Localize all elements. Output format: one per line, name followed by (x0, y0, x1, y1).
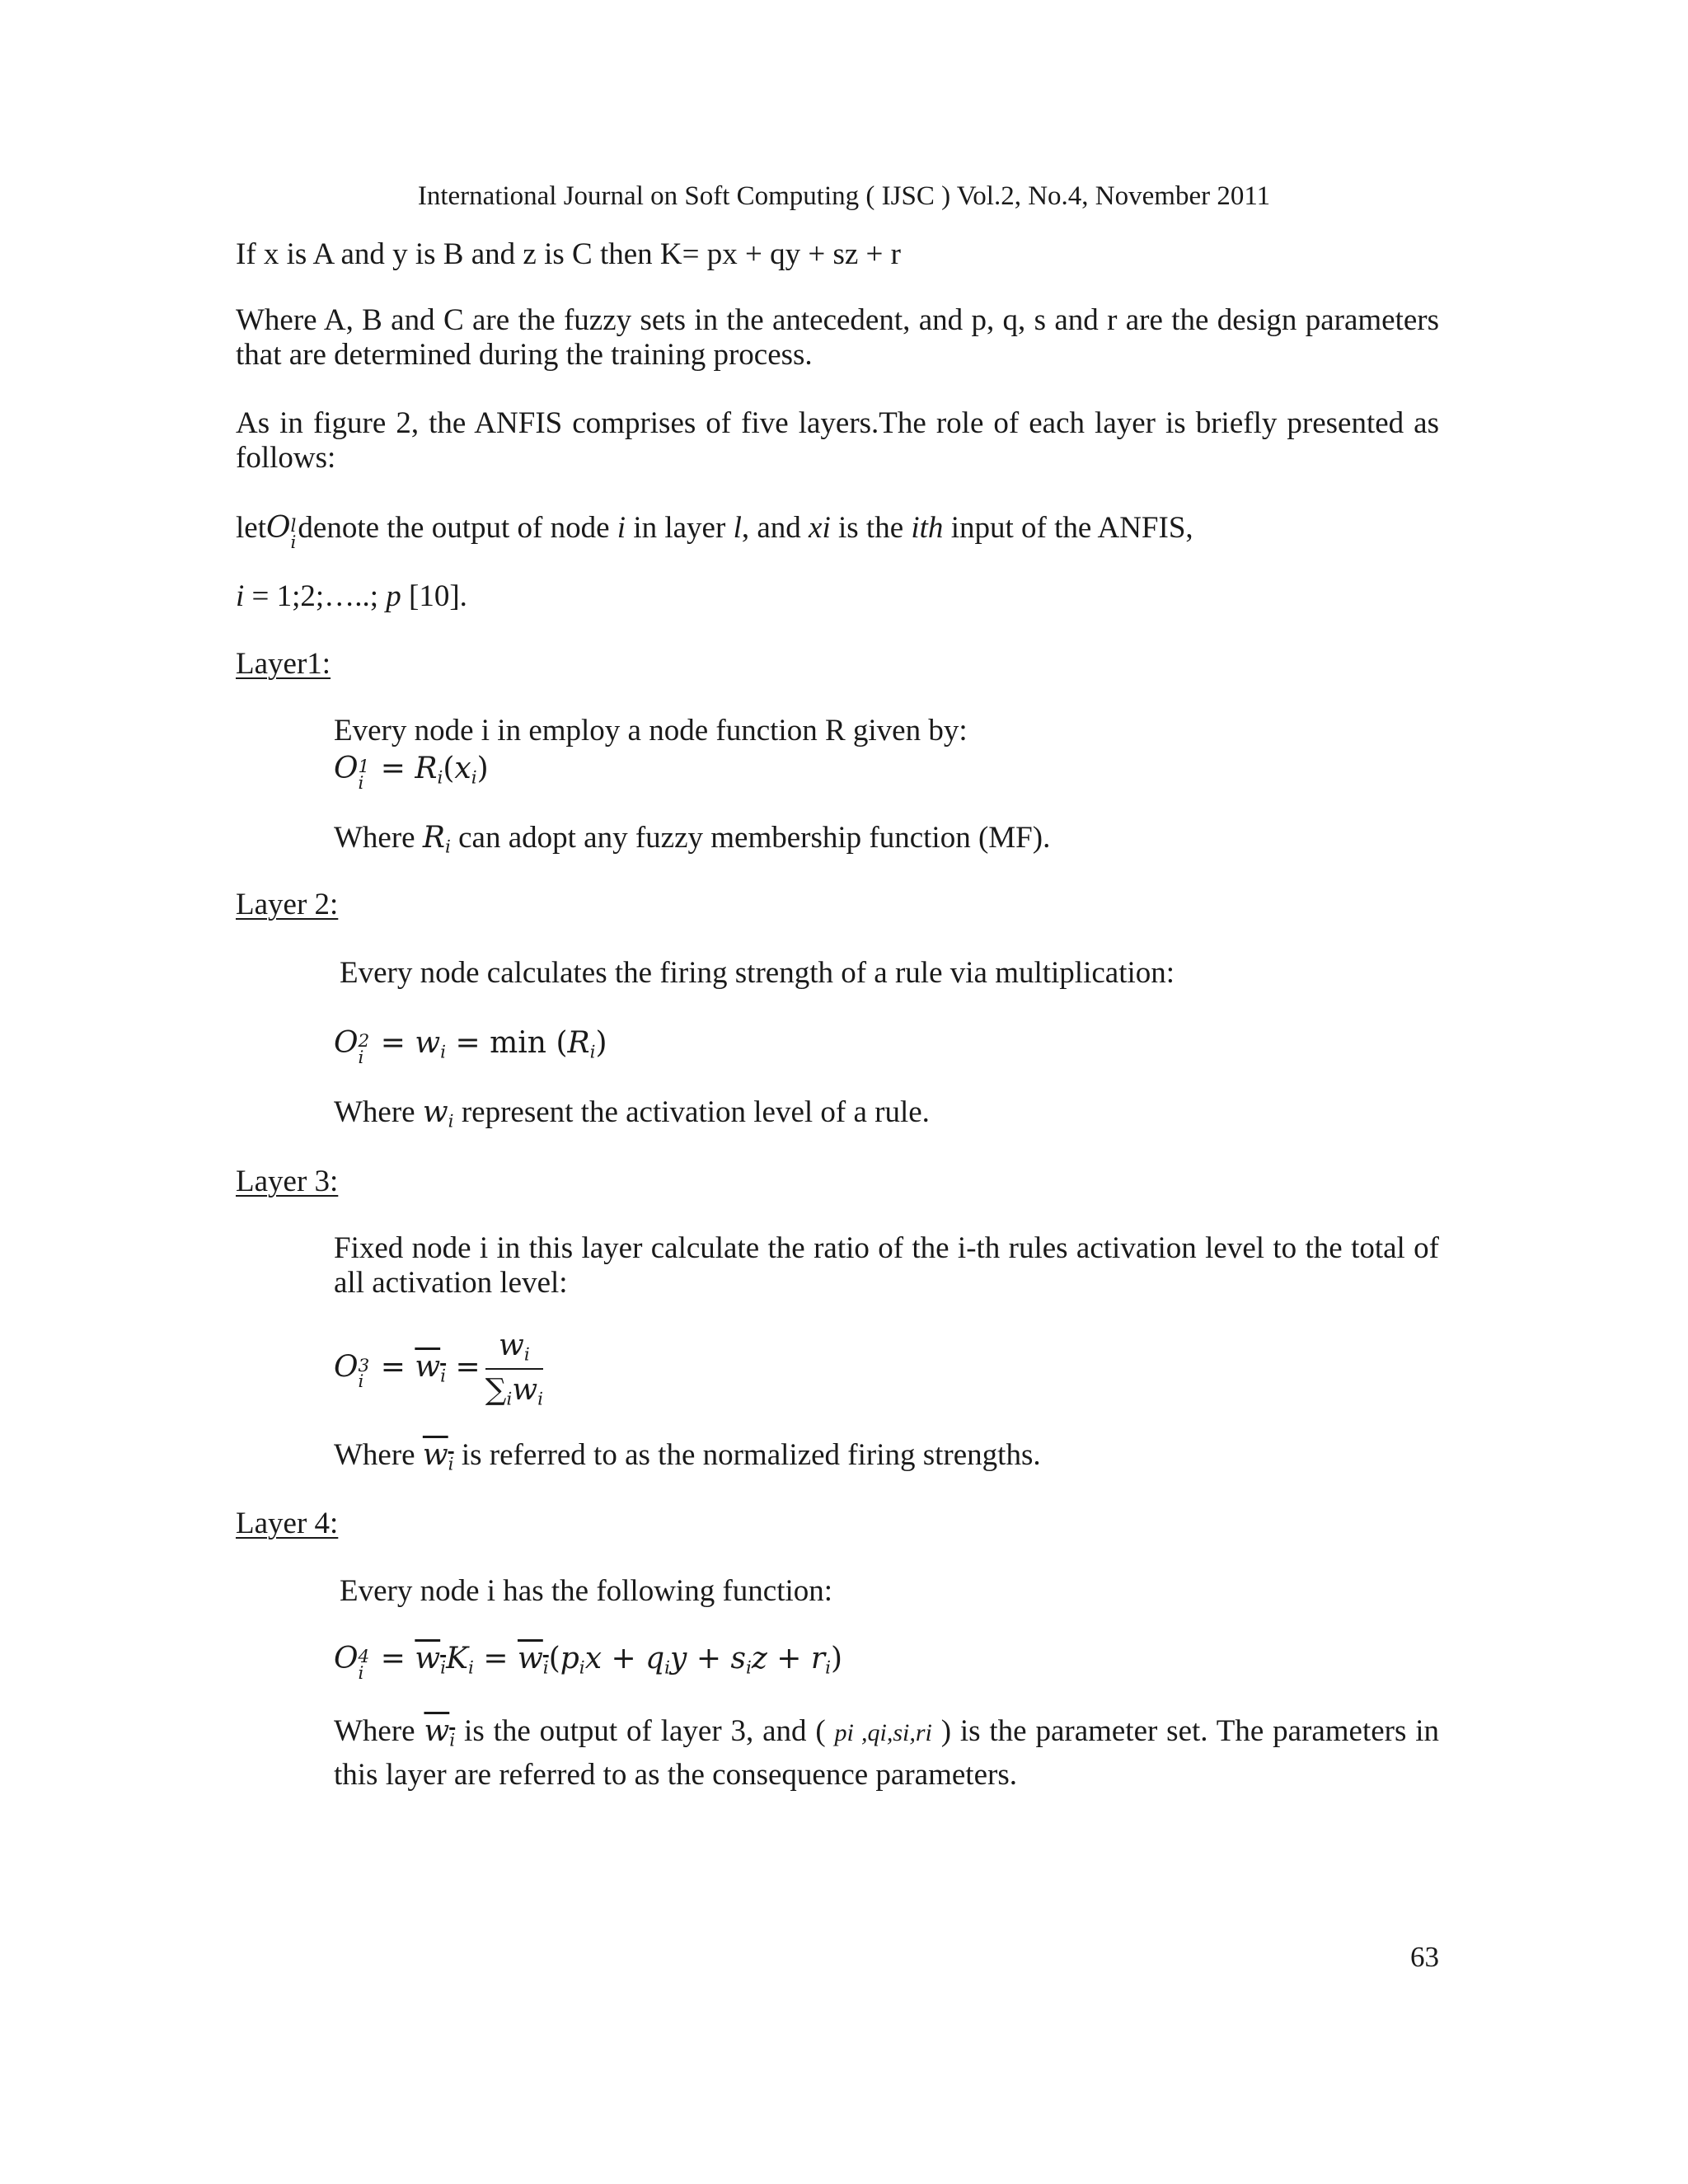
layer2-equation: O 2 i = $w_i = \min (R_i)$ (334, 1026, 607, 1068)
layer2-heading: Layer 2: (236, 888, 339, 921)
layer4-equation: O 4 i = $w_iK_i = w_i(p_ix + q_iy + s_iz + r_i)$ (334, 1642, 843, 1684)
layer1-description: Every node i in employ a node function R given by: (334, 714, 968, 748)
page-number: 63 (1410, 1941, 1439, 1973)
layer4-where: Where $w_i$ is the output of layer 3, and ( pi ,qi,si,ri ) is the parameter set. The parameters in this layer are referred to as the consequence parameters. (334, 1714, 1440, 1793)
paragraph-where-fuzzy-sets: Where A, B and C are the fuzzy sets in the antecedent, and p, q, s and r are the design parameters that are determined during the training process. (236, 303, 1439, 372)
layer1-heading: Layer1: (236, 647, 331, 681)
layer2-description: Every node calculates the firing strength of a rule via multiplication: (340, 956, 1175, 990)
layer1-where: Where $R_i$ can adopt any fuzzy membership function (MF). (334, 821, 1051, 858)
layer4-description: Every node i has the following function: (340, 1574, 833, 1608)
layer3-description: Fixed node i in this layer calculate the ratio of the i-th rules activation level to the total of all activation level: (334, 1231, 1439, 1300)
running-header: International Journal on Soft Computing ( IJSC ) Vol.2, No.4, November 2011 (417, 181, 1271, 211)
layer3-where: Where $w_i$ is referred to as the normalized firing strengths. (334, 1438, 1041, 1475)
layer2-where: Where $w_i$ represent the activation level of a rule. (334, 1095, 930, 1132)
layer3-equation: O 3 i = $w_i$ = $\frac{w_i}{\sum_iw_i}$ (334, 1329, 544, 1410)
let-line: letO l i denote the output of node i in layer l, and xi is the ith input of the ANFIS, (236, 511, 1193, 553)
layer3-heading: Layer 3: (236, 1165, 339, 1198)
layer4-heading: Layer 4: (236, 1507, 339, 1540)
index-range-line: i = 1;2;…..; p [10]. (236, 579, 467, 613)
rule-statement: If x is A and y is B and z is C then K= px + qy + sz + r (236, 237, 901, 271)
layer1-equation: O 1 i = $R_i(x_i)$ (334, 752, 489, 794)
paragraph-five-layers: As in figure 2, the ANFIS comprises of five layers.The role of each layer is briefly presented as follows: (236, 406, 1439, 475)
